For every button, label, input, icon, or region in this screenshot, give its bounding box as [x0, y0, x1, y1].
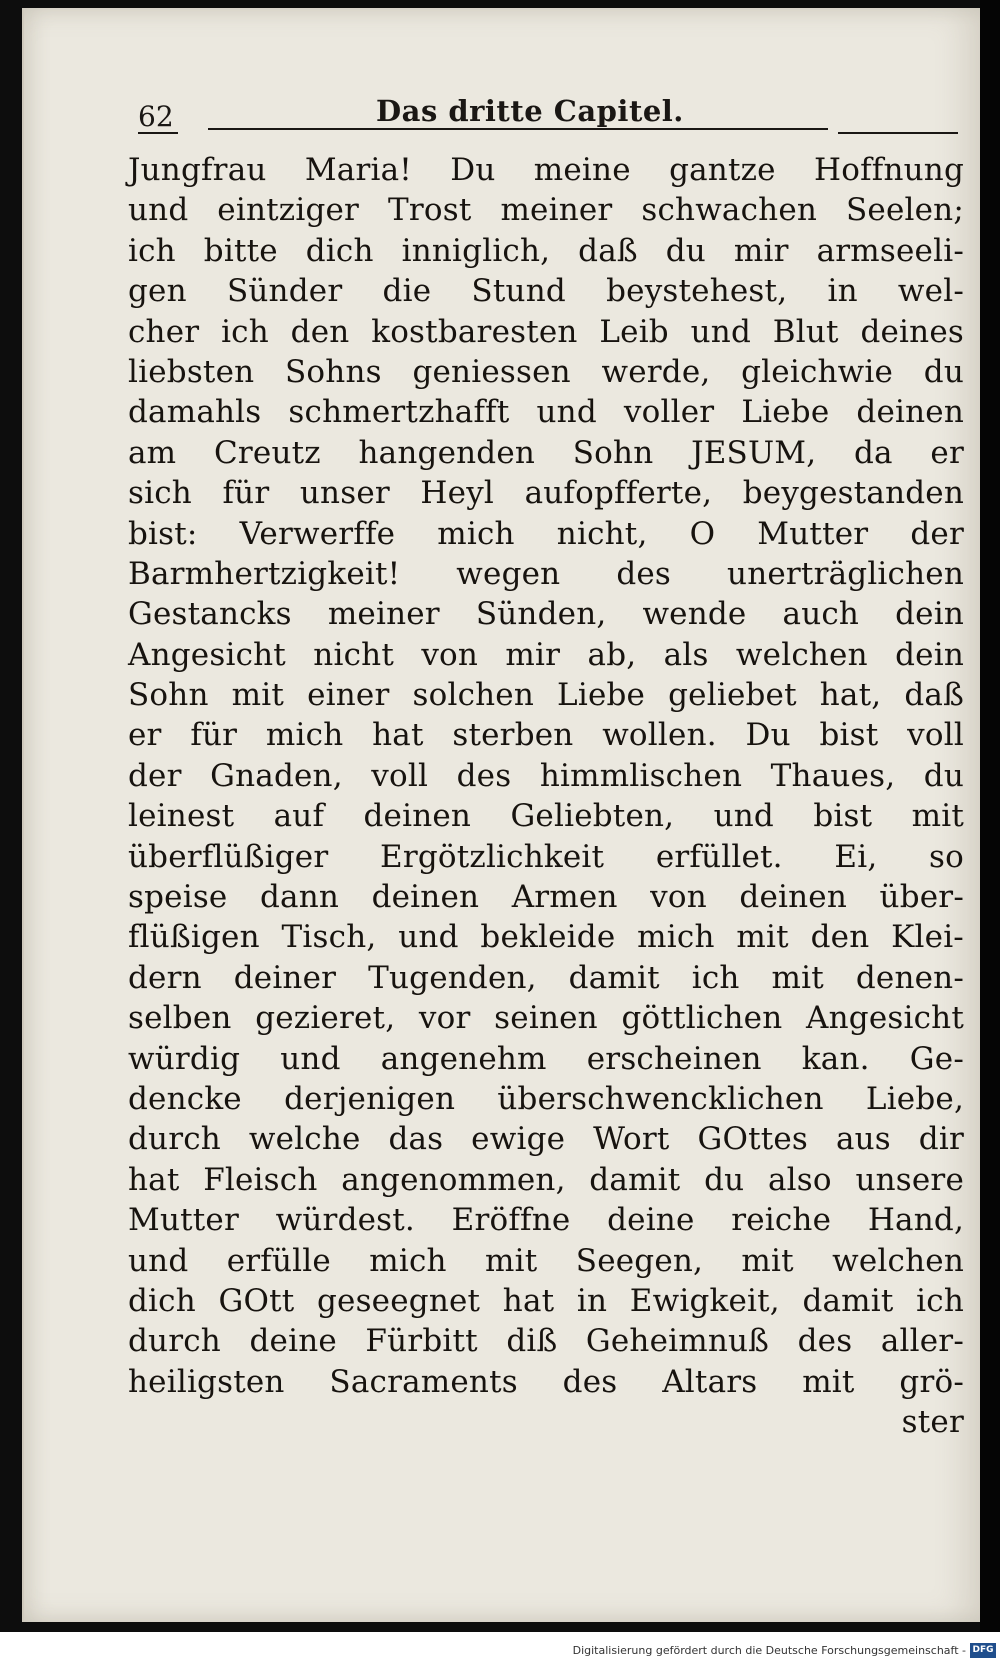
- text-line: durch welche das ewige Wort GOttes aus dir: [128, 1121, 964, 1158]
- text-line: Angesicht nicht von mir ab, als welchen dein: [128, 636, 964, 673]
- text-line: und erfülle mich mit Seegen, mit welchen: [128, 1242, 964, 1279]
- page-header: [138, 94, 958, 142]
- text-line: leinest auf deinen Geliebten, und bist mit: [128, 798, 964, 835]
- text-line: der Gnaden, voll des himmlischen Thaues, du: [128, 757, 964, 794]
- text-line: bist: Verwerffe mich nicht, O Mutter der: [128, 515, 964, 552]
- text-line: Sohn mit einer solchen Liebe geliebet hat, daß: [128, 677, 964, 714]
- text-line: überflüßiger Ergötzlichkeit erfüllet. Ei, so: [128, 838, 964, 875]
- page-number: 62: [138, 100, 174, 133]
- text-line: selben gezieret, vor seinen göttlichen Angesicht: [128, 1000, 964, 1037]
- text-line: würdig und angenehm erscheinen kan. Ge-: [128, 1040, 964, 1077]
- header-rule-right: [838, 132, 958, 134]
- funding-credit: Digitalisierung gefördert durch die Deutsche Forschungsgemeinschaft -: [572, 1644, 966, 1657]
- dfg-logo-icon[interactable]: DFG: [970, 1643, 996, 1658]
- text-line: dich GOtt geseegnet hat in Ewigkeit, damit ich: [128, 1282, 964, 1319]
- catchword: ster: [901, 1404, 964, 1441]
- text-line: liebsten Sohns geniessen werde, gleichwie du: [128, 353, 964, 390]
- text-line: speise dann deinen Armen von deinen über-: [128, 879, 964, 916]
- text-line: Mutter würdest. Eröffne deine reiche Hand,: [128, 1202, 964, 1239]
- text-line: er für mich hat sterben wollen. Du bist voll: [128, 717, 964, 754]
- body-text: [128, 150, 964, 1443]
- text-line: Barmhertzigkeit! wegen des unerträglichen: [128, 555, 964, 592]
- text-line: flüßigen Tisch, und bekleide mich mit den Klei-: [128, 919, 964, 956]
- text-line: durch deine Fürbitt diß Geheimnuß des aller-: [128, 1323, 964, 1360]
- page-edge-shadow: [980, 0, 1000, 1632]
- text-line: am Creutz hangenden Sohn JESUM, da er: [128, 434, 964, 471]
- text-line: damahls schmertzhafft und voller Liebe deinen: [128, 394, 964, 431]
- text-line: hat Fleisch angenommen, damit du also unsere: [128, 1161, 964, 1198]
- text-line: und eintziger Trost meiner schwachen Seelen;: [128, 192, 964, 229]
- page-number-underline: [138, 132, 178, 134]
- text-line: gen Sünder die Stund beystehest, in wel-: [128, 273, 964, 310]
- running-title: Das dritte Capitel.: [376, 94, 684, 128]
- text-line: Jungfrau Maria! Du meine gantze Hoffnung: [128, 152, 964, 188]
- digitization-footer: [0, 1642, 1000, 1663]
- text-line: heiligsten Sacraments des Altars mit grö-: [128, 1363, 964, 1400]
- header-rule-left: [208, 128, 828, 130]
- text-line: ich bitte dich inniglich, daß du mir armseeli-: [128, 232, 964, 269]
- text-line: dencke derjenigen überschwencklichen Liebe,: [128, 1080, 964, 1117]
- text-line: sich für unser Heyl aufopfferte, beygestanden: [128, 475, 964, 512]
- text-line: cher ich den kostbaresten Leib und Blut deines: [128, 313, 964, 350]
- text-line: dern deiner Tugenden, damit ich mit denen-: [128, 959, 964, 996]
- text-line: Gestancks meiner Sünden, wende auch dein: [128, 596, 964, 633]
